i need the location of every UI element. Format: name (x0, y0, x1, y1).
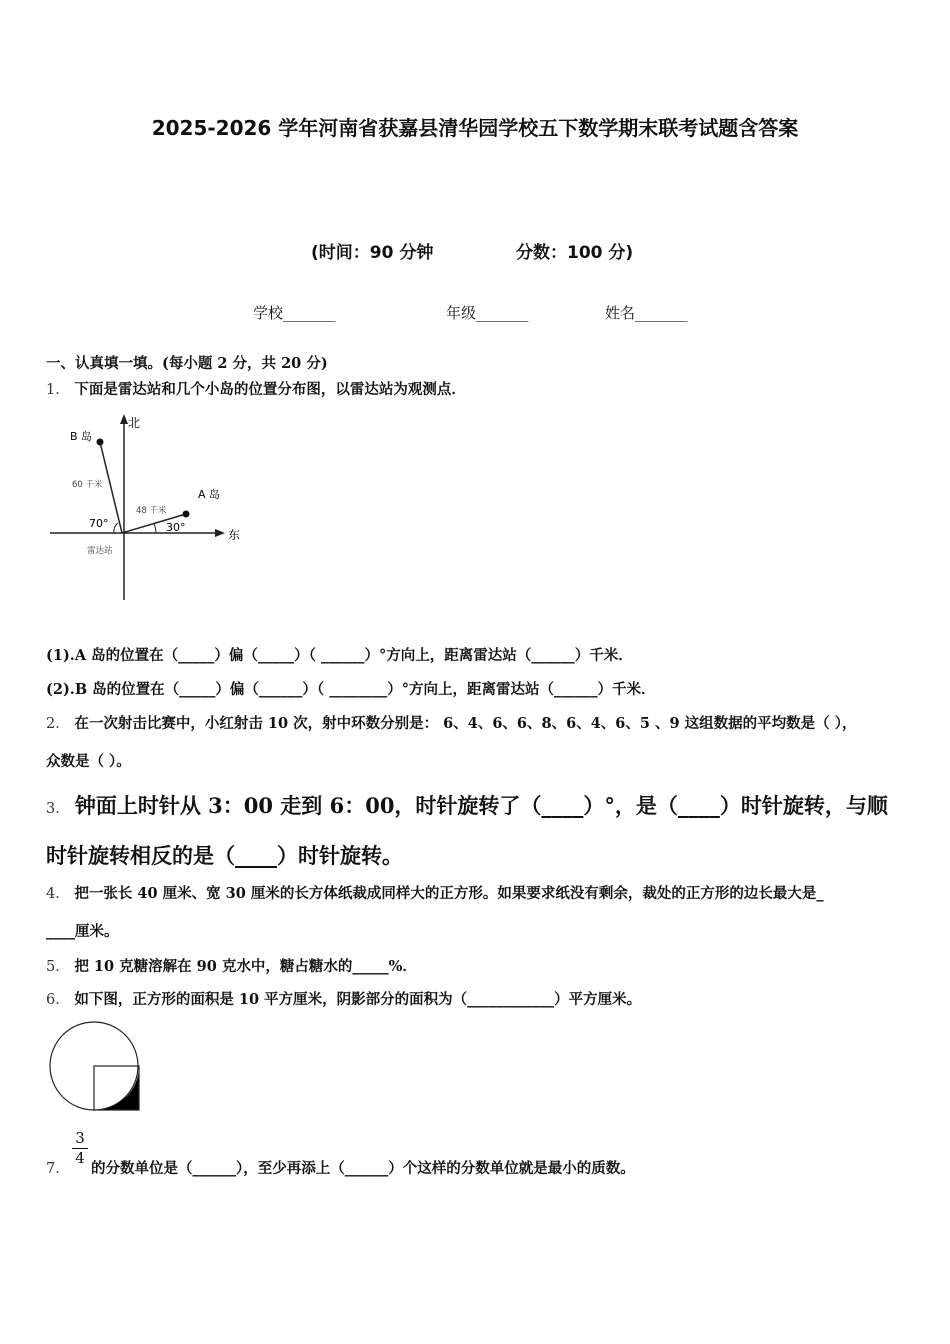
question-1 (46, 378, 466, 399)
question-number: 5． (46, 959, 70, 975)
island-a-label: A 岛 (198, 488, 221, 501)
circle-square-figure (46, 1018, 146, 1116)
question-1-part-1: (1).A 岛的位置在（_____）偏（_____）（ ______）°方向上，距离雷达站（______）千米． (46, 647, 633, 664)
exam-score: 分数：100 分) (516, 243, 634, 263)
north-arrow-icon (120, 414, 128, 424)
question-number: 1． (46, 382, 70, 398)
question-number: 3． (46, 801, 70, 817)
fraction-denominator: 4 (75, 1149, 85, 1167)
distance-b-label: 60 千米 (72, 480, 103, 490)
island-a-point (183, 511, 190, 518)
island-b-label: B 岛 (70, 430, 93, 443)
question-5 (46, 955, 417, 976)
question-text: 下面是雷达站和几个小岛的位置分布图，以雷达站为观测点． (74, 381, 466, 398)
east-label: 东 (228, 528, 241, 542)
question-number: 2． (46, 716, 70, 732)
question-3 (46, 790, 888, 820)
fraction-numerator: 3 (75, 1129, 85, 1147)
section-heading: 一、认真填一填。(每小题 2 分，共 20 分) (46, 355, 328, 372)
east-arrow-icon (215, 529, 225, 537)
question-3-line-2: 时针旋转相反的是（____）时针旋转。 (46, 843, 403, 868)
question-number: 6． (46, 992, 70, 1008)
school-field[interactable]: 学校_______ (253, 304, 336, 322)
distance-a-label: 48 千米 (136, 506, 167, 516)
fraction-three-quarters (72, 1130, 88, 1167)
question-text: 把一张长 40 厘米、宽 30 厘米的长方体纸裁成同样大的正方形。如果要求纸没有剩余，裁处的正方形的边长最大是_ (74, 885, 824, 902)
question-number: 7． (46, 1161, 70, 1177)
question-text: 在一次射击比赛中，小红射击 10 次，射中环数分别是： 6、4、6、6、8、6、4、6、5 、9 这组数据的平均数是（ ）， (74, 715, 857, 732)
question-text: 把 10 克糖溶解在 90 克水中，糖占糖水的_____%． (74, 958, 417, 975)
question-4-line-2: ____厘米。 (46, 923, 119, 940)
exam-time: (时间：90 分钟 (311, 243, 434, 263)
page-title: 2025-2026 学年河南省获嘉县清华园学校五下数学期末联考试题含答案 (151, 116, 799, 140)
question-2 (46, 712, 856, 733)
question-1-part-2: (2).B 岛的位置在（_____）偏（______）（ ________）°方向上，距离雷达站（______）千米． (46, 681, 656, 698)
radar-station-label: 雷达站 (87, 546, 113, 556)
question-text: 钟面上时针从 3：00 走到 6：00，时针旋转了（____）°，是（____）时针旋转，与顺 (74, 793, 888, 818)
question-text: 如下图，正方形的面积是 10 平方厘米，阴影部分的面积为（____________）平方厘米。 (74, 991, 642, 1008)
island-b-point (97, 439, 104, 446)
name-field[interactable]: 姓名_______ (605, 304, 688, 322)
question-6 (46, 988, 641, 1009)
angle-a-label: 30° (166, 521, 186, 534)
angle-b-arc (114, 523, 118, 533)
north-label: 北 (128, 416, 141, 430)
question-7: 的分数单位是（______），至少再添上（______）个这样的分数单位就是最小的质数。 (91, 1160, 635, 1177)
angle-a-arc (154, 523, 156, 533)
grade-field[interactable]: 年级_______ (446, 304, 529, 322)
radar-map-figure (44, 410, 254, 610)
angle-b-label: 70° (89, 517, 109, 530)
question-2-line-2: 众数是（ ）。 (46, 753, 131, 770)
question-number: 4． (46, 886, 70, 902)
question-4 (46, 882, 824, 903)
